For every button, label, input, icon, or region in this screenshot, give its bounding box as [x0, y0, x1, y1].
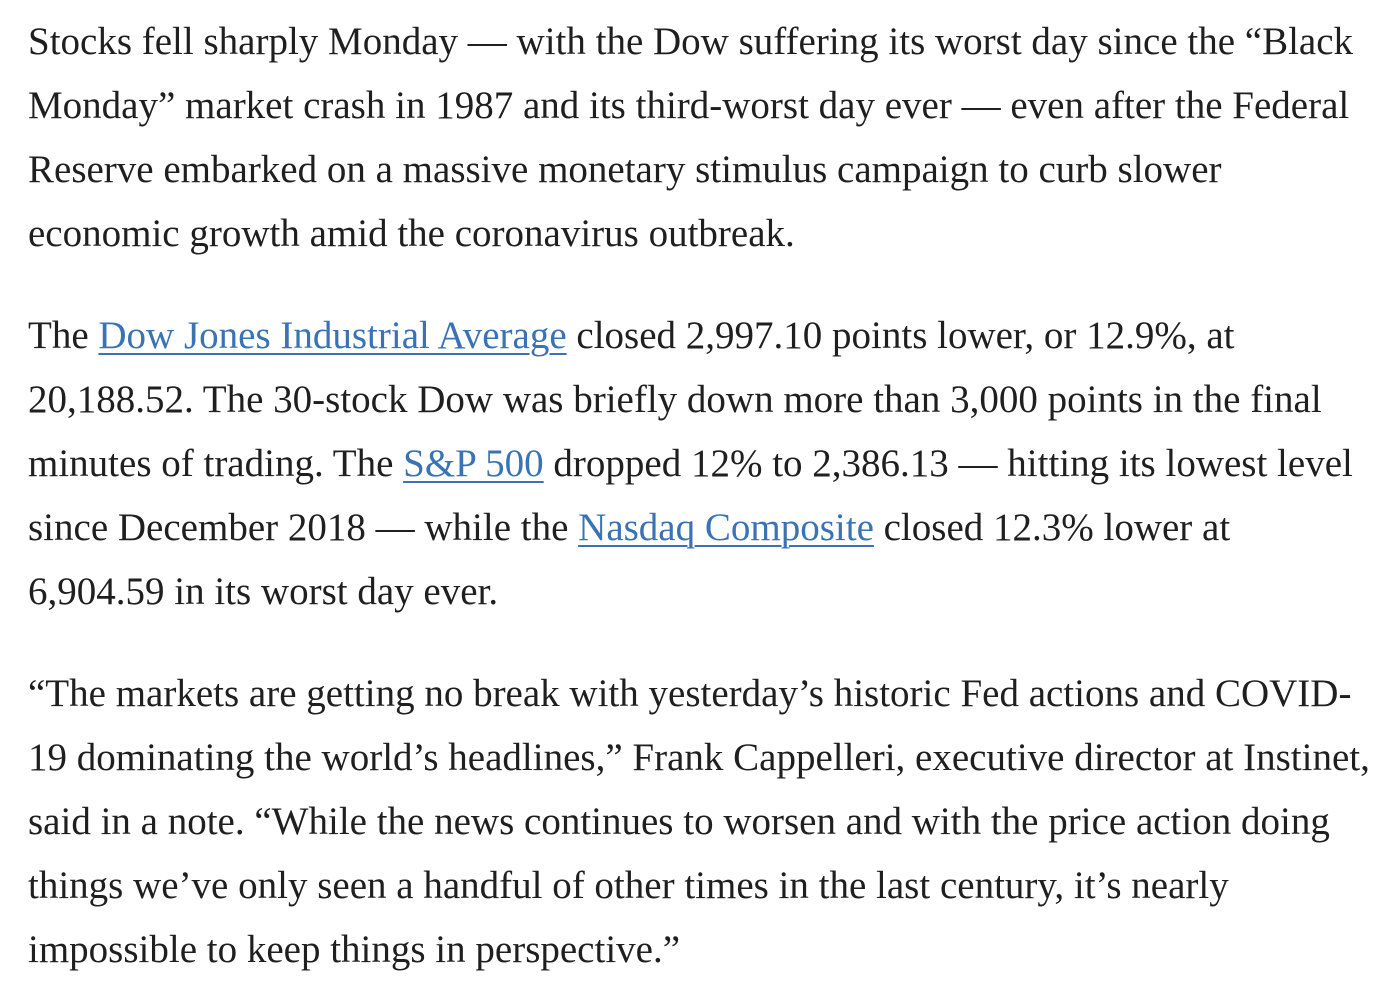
paragraph-quote-text: “The markets are getting no break with yesterday’s historic Fed actions and COVID-19 dominating the world’s headlines,” Frank Cappelleri, executive director at Instinet, said in a note. “While the news continues to worsen and with the price action doing things we’ve only seen a handful of other times in the last century, it’s nearly impossible to keep things in perspective.” [28, 672, 1370, 971]
dow-jones-link[interactable]: Dow Jones Industrial Average [98, 314, 567, 357]
paragraph-intro [28, 10, 1373, 266]
article-body [28, 10, 1373, 982]
paragraph-text-segment: dropped 12% to 2,386.13 — hitting its lowest level since December 2018 — while the [28, 442, 1353, 549]
paragraph-intro-text: Stocks fell sharply Monday — with the Dow suffering its worst day since the “Black Monday” market crash in 1987 and its third-worst day ever — even after the Federal Reserve embarked on a massive monetary stimulus campaign to curb slower economic growth amid the coronavirus outbreak. [28, 20, 1354, 255]
paragraph-market-close [28, 304, 1373, 624]
paragraph-text-segment: closed 12.3% lower at 6,904.59 in its worst day ever. [28, 506, 1231, 613]
paragraph-text-segment: The [28, 314, 99, 357]
nasdaq-composite-link[interactable]: Nasdaq Composite [578, 506, 874, 549]
sp500-link[interactable]: S&P 500 [403, 442, 544, 485]
paragraph-quote [28, 662, 1373, 982]
paragraph-text-segment: closed 2,997.10 points lower, or 12.9%, at 20,188.52. The 30-stock Dow was briefly down more than 3,000 points in the final minutes of trading. The [28, 314, 1322, 485]
